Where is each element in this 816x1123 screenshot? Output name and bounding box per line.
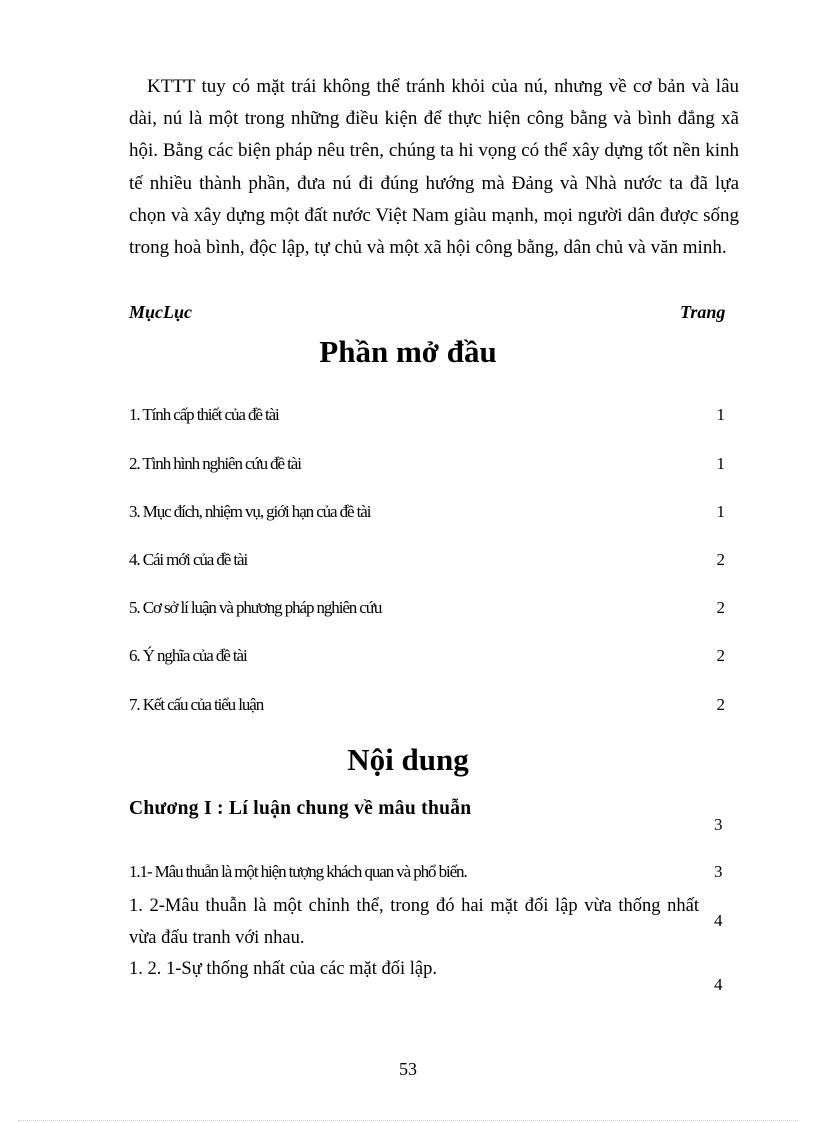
chapter-page: 3 <box>714 815 723 834</box>
toc-item-label: 1. Tính cấp thiết của đề tài <box>129 405 279 424</box>
toc-item-label: 7. Kết cấu của tiểu luận <box>129 695 264 714</box>
toc-item-page: 1 <box>716 405 725 424</box>
toc-item-label: 3. Mục đích, nhiệm vụ, giới hạn của đề tài <box>129 502 371 521</box>
toc-heading: MụcLục <box>129 302 192 322</box>
toc-item <box>129 454 725 480</box>
part1-title: Phần mở đầu <box>319 334 497 369</box>
part2-title: Nội dung <box>347 742 469 777</box>
page-number: 53 <box>399 1059 417 1079</box>
toc-item-label: 4. Cái mới của đề tài <box>129 550 248 569</box>
chapter-heading: Chương I : Lí luận chung về mâu thuẫn <box>129 798 472 819</box>
toc-subitem-label: 1.1- Mâu thuẫn là một hiện tượng khách quan và phổ biến. <box>129 862 467 881</box>
toc-item-page: 1 <box>716 502 725 521</box>
toc-item <box>129 646 725 672</box>
intro-paragraph: KTTT tuy có mặt trái không thể tránh khỏi của nú, nhưng về cơ bản và lâu dài, nú là một trong những điều kiện để thực hiện công bằng và bình đẳng xã hội. Bằng các biện pháp nêu trên, chúng ta hi vọng có thể xây dựng tốt nền kinh tế nhiều thành phần, đưa nú đi đúng hướng mà Đảng và Nhà nước ta đã lựa chọn và xây dựng một đất nước Việt Nam giàu mạnh, mọi người dân được sống trong hoà bình, độc lập, tự chủ và một xã hội công bằng, dân chủ và văn minh. <box>129 76 739 259</box>
toc-page-heading: Trang <box>680 302 726 322</box>
toc-item-page: 1 <box>716 454 725 473</box>
toc-item <box>129 405 725 431</box>
toc-item-page: 2 <box>716 695 725 714</box>
toc-item-label: 6. Ý nghĩa của đề tài <box>129 646 247 665</box>
toc-item <box>129 598 725 624</box>
toc-subitem-label: 1. 2. 1-Sự thống nhất của các mặt đối lập. <box>129 959 438 979</box>
toc-item <box>129 502 725 528</box>
toc-item-page: 2 <box>716 598 725 617</box>
toc-subitem-page: 4 <box>714 975 723 994</box>
toc-item-label: 2. Tình hình nghiên cứu đề tài <box>129 454 301 473</box>
toc-item-page: 2 <box>716 646 725 665</box>
toc-subitem-page: 3 <box>714 862 723 881</box>
page-bottom-divider <box>18 1120 798 1121</box>
toc-item-page: 2 <box>716 550 725 569</box>
toc-item-label: 5. Cơ sở lí luận và phương pháp nghiên cứu <box>129 598 382 617</box>
toc-subitem-label: 1. 2-Mâu thuẫn là một chỉnh thể, trong đó hai mặt đối lập vừa thống nhất vừa đấu tranh với nhau. <box>129 896 699 948</box>
toc-subitem-page: 4 <box>714 911 723 930</box>
toc-item <box>129 695 725 721</box>
toc-item <box>129 550 725 576</box>
